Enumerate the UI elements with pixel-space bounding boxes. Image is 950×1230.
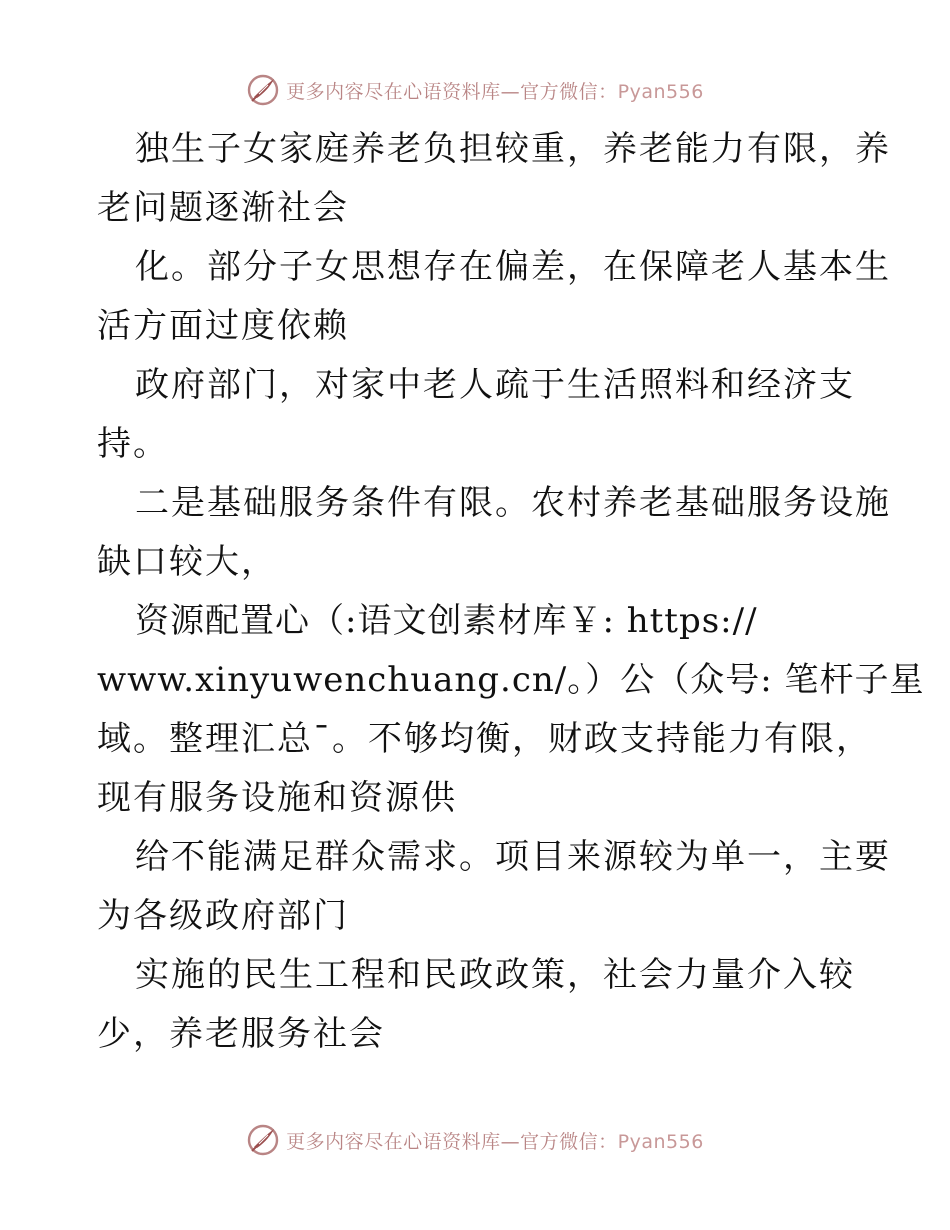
header-wechat-handle: Pyan556 bbox=[617, 80, 704, 103]
body-line: 给不能满足群众需求。项目来源较为单一，主要 bbox=[135, 837, 891, 877]
document-body bbox=[97, 120, 925, 1064]
body-line: 持。 bbox=[97, 424, 169, 464]
body-line: 化。部分子女思想存在偏差，在保障老人基本生 bbox=[135, 247, 891, 287]
footer-banner bbox=[0, 1120, 950, 1160]
body-line: 老问题逐渐社会 bbox=[97, 188, 349, 228]
body-line: 活方面过度依赖 bbox=[97, 306, 349, 346]
body-line: 为各级政府部门 bbox=[97, 896, 349, 936]
footer-wechat-handle: Pyan556 bbox=[617, 1130, 704, 1153]
feather-pen-logo-icon bbox=[246, 1123, 280, 1157]
body-line: 二是基础服务条件有限。农村养老基础服务设施 bbox=[135, 483, 891, 523]
header-banner bbox=[0, 70, 950, 110]
body-line: 实施的民生工程和民政政策，社会力量介入较 bbox=[135, 955, 855, 995]
footer-banner-text: 更多内容尽在心语资料库—官方微信：Pyan556 bbox=[286, 1130, 704, 1153]
body-line: 政府部门，对家中老人疏于生活照料和经济支 bbox=[135, 365, 855, 405]
body-line: 资源配置心（:语文创素材库￥: https:// bbox=[135, 601, 758, 641]
body-line: 缺口较大， bbox=[97, 542, 277, 582]
body-line: 少，养老服务社会 bbox=[97, 1014, 385, 1054]
feather-pen-logo-icon bbox=[246, 73, 280, 107]
body-line: 独生子女家庭养老负担较重，养老能力有限，养 bbox=[135, 129, 891, 169]
body-line: www.xinyuwenchuang.cn/。）公（众号: 笔杆子星 bbox=[97, 660, 925, 700]
header-banner-text: 更多内容尽在心语资料库—官方微信：Pyan556 bbox=[286, 80, 704, 103]
body-line: 现有服务设施和资源供 bbox=[97, 778, 457, 818]
body-line: 域。整理汇总¯。不够均衡，财政支持能力有限， bbox=[97, 719, 872, 759]
